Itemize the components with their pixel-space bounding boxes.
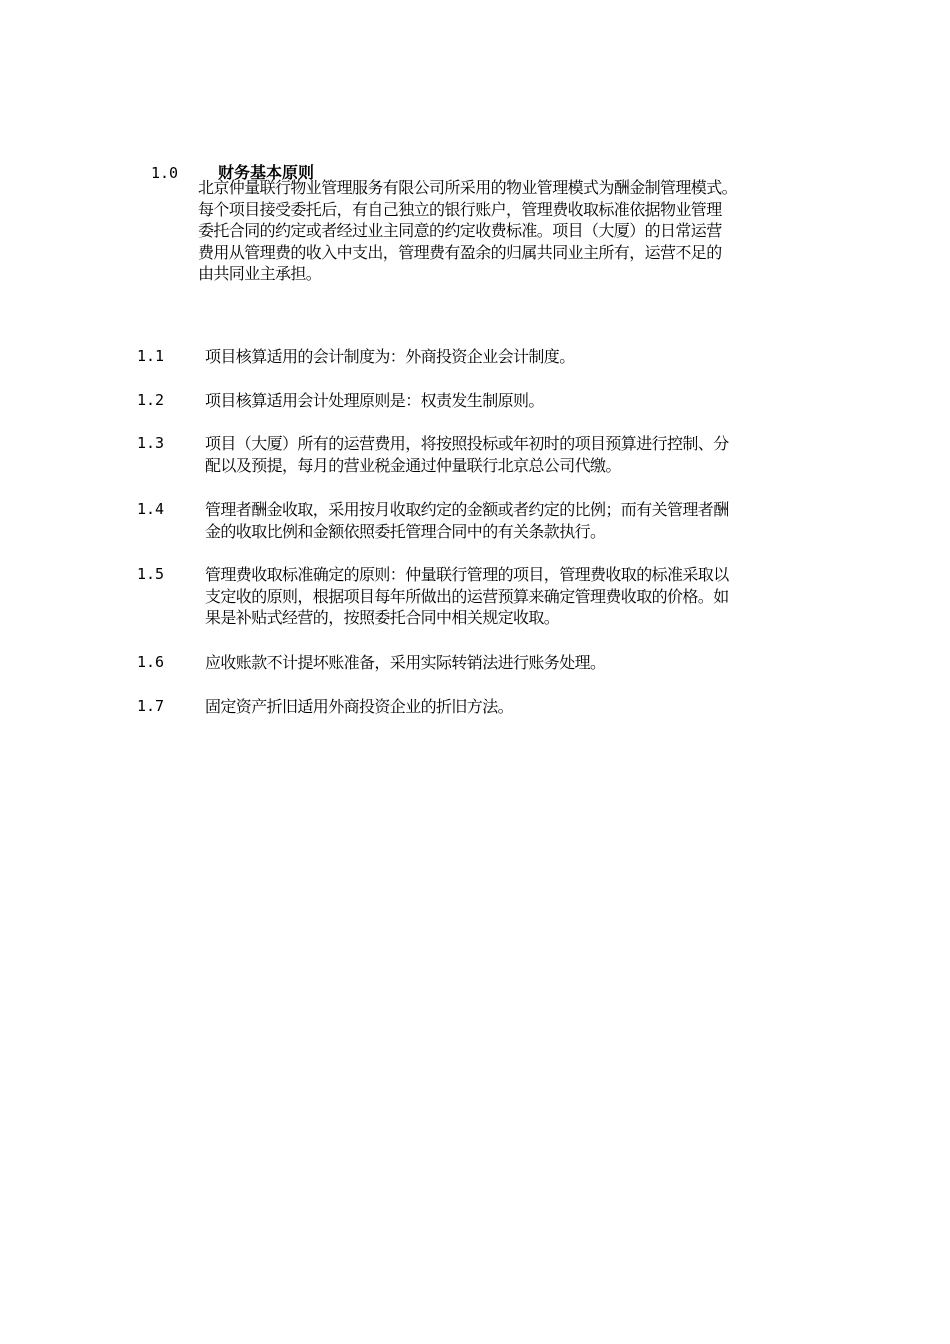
section-intro-paragraph: 北京仲量联行物业管理服务有限公司所采用的物业管理模式为酬金制管理模式。 每个项目接受委托后，有自己独立的银行账户，管理费收取标准依据物业管理 委托合同的约定或者经过业主同意的约定收费标准。项目（大厦）的日常运营 费用从管理费的收入中支出，管理费有盈余的归属共同业主所有，运营不足的 由共同业主承担。 [198,178,738,283]
section-title: 财务基本原则 [218,163,315,182]
item-number: 1.6 [137,653,165,671]
item-number: 1.3 [137,434,165,452]
item-text: 项目核算适用会计处理原则是：权责发生制原则。 [205,391,544,410]
list-item-1-4 [137,499,877,542]
section-number: 1.0 [151,164,179,182]
item-number: 1.7 [137,697,165,715]
list-item-1-6 [137,652,877,674]
item-number: 1.5 [137,565,165,583]
list-item-1-1 [137,346,877,368]
item-text: 管理者酬金收取，采用按月收取约定的金额或者约定的比例；而有关管理者酬 金的收取比例和金额依照委托管理合同中的有关条款执行。 [205,500,729,541]
item-number: 1.1 [137,347,165,365]
item-text: 管理费收取标准确定的原则：仲量联行管理的项目，管理费收取的标准采取以 支定收的原则，根据项目每年所做出的运营预算来确定管理费收取的价格。如 果是补贴式经营的，按照委托合同中相关规定收取。 [205,565,729,627]
item-text: 项目核算适用的会计制度为：外商投资企业会计制度。 [205,347,575,366]
list-item-1-2 [137,390,877,412]
item-text: 固定资产折旧适用外商投资企业的折旧方法。 [205,697,514,716]
list-item-1-3 [137,433,877,476]
list-item-1-5 [137,564,877,629]
item-number: 1.4 [137,500,165,518]
list-item-1-7 [137,696,877,718]
item-number: 1.2 [137,391,165,409]
item-text: 应收账款不计提坏账准备，采用实际转销法进行账务处理。 [205,653,606,672]
item-text: 项目（大厦）所有的运营费用，将按照投标或年初时的项目预算进行控制、分 配以及预提，每月的营业税金通过仲量联行北京总公司代缴。 [205,434,729,475]
